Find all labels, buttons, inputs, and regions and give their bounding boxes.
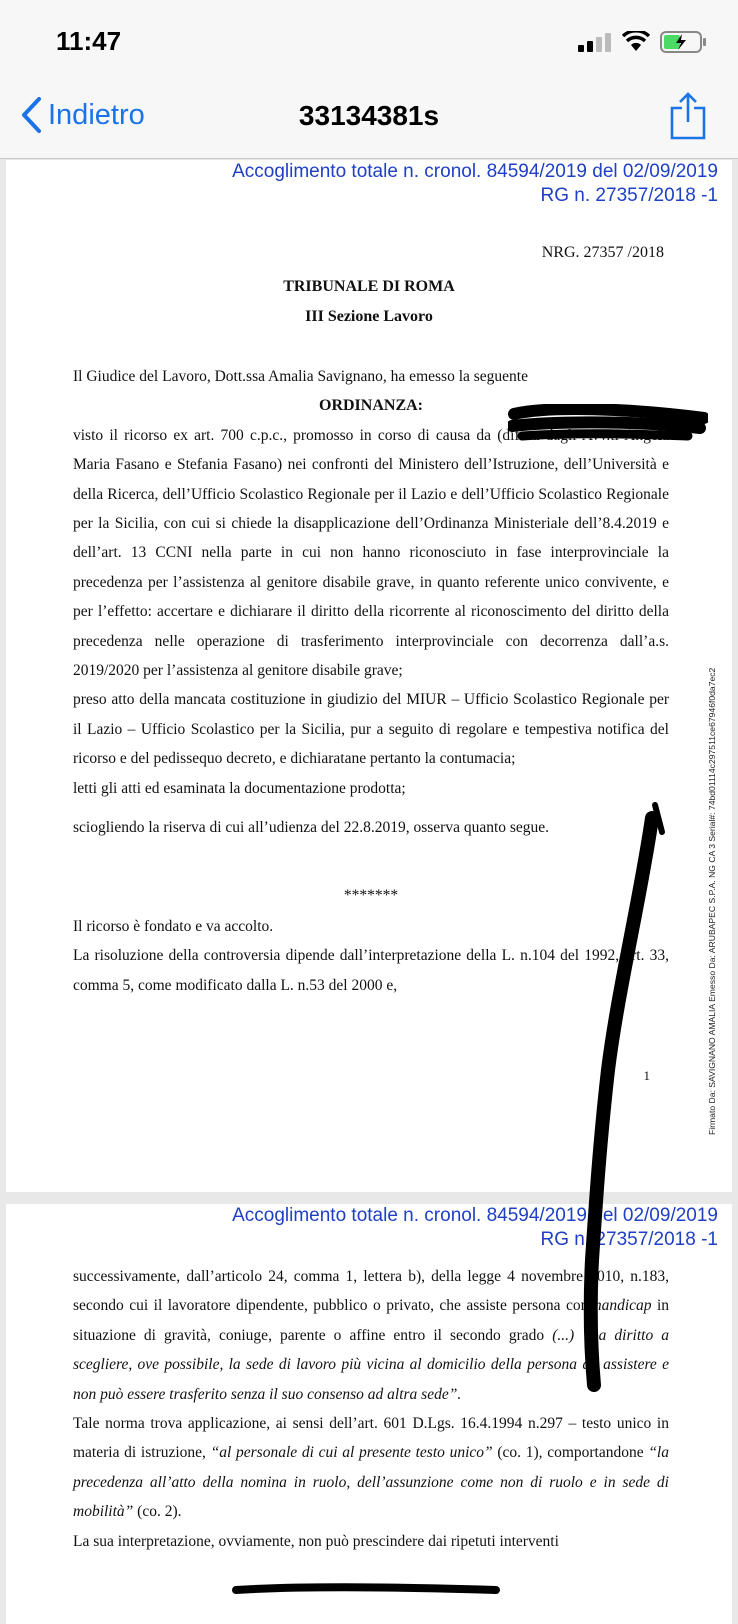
doc-type: ORDINANZA: bbox=[319, 397, 423, 415]
pdf-page-2 bbox=[6, 1204, 732, 1624]
paragraph: Il ricorso è fondato e va accolto. bbox=[73, 917, 274, 935]
document-title: 33134381s bbox=[298, 100, 440, 131]
paragraph: sciogliendo la riserva di cui all’udienza del 22.8.2019, osserva quanto segue. bbox=[73, 819, 550, 837]
header-line-2: RG n. 27357/2018 -1 bbox=[540, 185, 718, 206]
battery-charging-icon bbox=[660, 30, 708, 54]
document-body bbox=[73, 1262, 669, 1556]
separator-stars: ******* bbox=[343, 886, 399, 904]
navigation-bar bbox=[0, 88, 738, 159]
paragraph: preso atto della mancata costituzione in giudizio del MIUR – Ufficio Scolastico Regionale per il Lazio – Ufficio Scolastico per la Sicilia, pur a seguito di regolare e tempestiva notifica del ricorso e del pedissequo decreto, e dichiaratane pertanto la contumacia; bbox=[73, 691, 669, 768]
status-icons bbox=[578, 30, 708, 54]
paragraph: visto il ricorso ex art. 700 c.p.c., promosso in corso di causa da (difesa dagli Avv.ti Angela Maria Fasano e Stefania Fasano) nei confronti del Ministero dell’Istruzione, dell’Università e della Ricerca, dell’Ufficio Scolastico Regionale per il Lazio e dell’Ufficio Scolastico Regionale per la Sicilia, con cui si chiede la disapplicazione dell’Ordinanza Ministeriale dell’8.4.2019 e dell’art. 13 CCNI nella parte in cui non hanno riconosciuto in fase interprovinciale la precedenza per l’assistenza al genitore disabile grave, in quanto referente unico convivente, e per l’effetto: accertare e dichiarare il diritto della ricorrente al riconoscimento del diritto della precedenza nelle operazione di trasferimento interprovinciale con decorrenza dall’a.s. 2019/2020 per l’assistenza al genitore disabile grave; bbox=[73, 426, 669, 680]
intro-line: Il Giudice del Lavoro, Dott.ssa Amalia Savignano, ha emesso la seguente bbox=[73, 368, 528, 385]
status-bar bbox=[0, 0, 738, 88]
header-line-1: Accoglimento totale n. cronol. 84594/2019 del 02/09/2019 bbox=[232, 1205, 718, 1226]
header-line-1: Accoglimento totale n. cronol. 84594/2019 del 02/09/2019 bbox=[232, 161, 718, 182]
back-label: Indietro bbox=[48, 98, 145, 131]
paragraph: successivamente, dall’articolo 24, comma 1, lettera b), della legge 4 novembre 2010, n.183, secondo cui il lavoratore dipendente, pubblico o privato, che assiste persona con handicap in situazione di gravità, coniuge, parente o affine entro il secondo grado (...) “ha diritto a scegliere, ove possibile, la sede di lavoro più vicina al domicilio della persona da assistere e non può essere trasferito senza il suo consenso ad altra sede”. bbox=[73, 1268, 670, 1403]
header-line-2: RG n. 27357/2018 -1 bbox=[540, 1229, 718, 1250]
status-time: 11:47 bbox=[56, 26, 122, 56]
share-button[interactable] bbox=[670, 92, 706, 145]
pdf-page-1 bbox=[6, 160, 732, 1192]
paragraph-partial: La sua interpretazione, ovviamente, non può prescindere dai ripetuti interventi bbox=[73, 1532, 559, 1550]
wifi-icon bbox=[622, 31, 650, 53]
redaction-mark bbox=[508, 404, 708, 444]
signal-icon bbox=[578, 32, 612, 52]
paragraph: letti gli atti ed esaminata la documentazione prodotta; bbox=[73, 779, 406, 797]
page-header bbox=[232, 1204, 718, 1252]
page-header bbox=[232, 160, 718, 208]
share-icon bbox=[670, 92, 706, 140]
digital-signature: Firmato Da: SAVIGNANO AMALIA Emesso Da: ARUBAPEC S.P.A. NG CA 3 Serial#: 74bd01114c297511ce67946f0da7ec2 bbox=[707, 667, 717, 1135]
court-name: TRIBUNALE DI ROMA bbox=[283, 278, 455, 295]
paragraph: La risoluzione della controversia dipende dall’interpretazione della L. n.104 del 1992, art. 33, comma 5, come modificato dalla L. n.53 del 2000 e, bbox=[73, 947, 669, 994]
nrg-number: NRG. 27357 /2018 bbox=[541, 244, 664, 261]
paragraph: Tale norma trova applicazione, ai sensi dell’art. 601 D.Lgs. 16.4.1994 n.297 – testo unico in materia di istruzione, “al personale di cui al presente testo unico” (co. 1), comportandone “la precedenza all’atto della nomina in ruolo, dell’assunzione come non di ruolo e in sede di mobilità” (co. 2). bbox=[73, 1415, 669, 1521]
page-number: 1 bbox=[643, 1068, 650, 1083]
court-section: III Sezione Lavoro bbox=[305, 308, 433, 325]
document-body bbox=[73, 362, 669, 1000]
